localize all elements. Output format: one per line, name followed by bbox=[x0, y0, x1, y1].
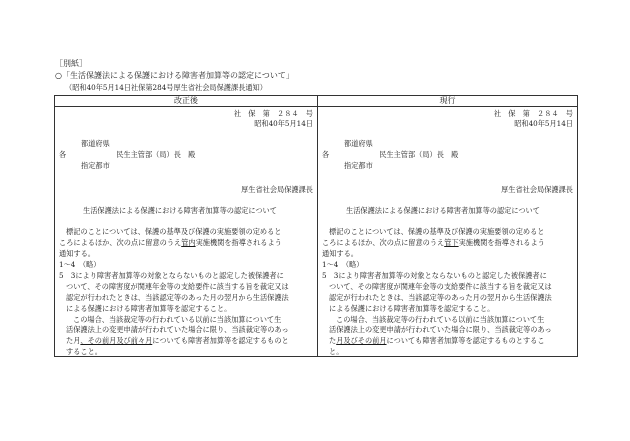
section-5-line: すること。 bbox=[66, 347, 102, 357]
sender: 厚生省社会局保護課長 bbox=[501, 185, 573, 194]
section-5-line: についても障害者加算等を認定するものとするこ bbox=[386, 336, 545, 346]
section-5-line: た bbox=[329, 336, 337, 346]
section-5-line: による保護における障害者加算等を認定すること。 bbox=[329, 303, 495, 313]
table-body-row bbox=[55, 107, 578, 357]
addressee-recipient: 民生主管部（局）長 殿 bbox=[116, 149, 196, 159]
paragraph-line: ころによるほか、次の点に留意のうえ bbox=[322, 237, 445, 247]
section-5-line: による保護における障害者加算等を認定すること。 bbox=[66, 303, 232, 313]
section-5-line: ついて、その障害度が関連年金等の支給要件に該当する旨を裁定又は bbox=[329, 281, 552, 291]
section-5-line: についても障害者加算等を認定するものと bbox=[152, 336, 289, 346]
section-5-line: 活保護法上の変更申請が行われていた場合に限り、当該裁定等のあっ bbox=[66, 325, 289, 335]
doc-number: 社 保 第 ２８４ 号 bbox=[493, 109, 573, 118]
section-5-line: この場合、当該裁定等の行われている以前に当該加算について生 bbox=[336, 314, 545, 324]
subject: 生活保護法による保護における障害者加算等の認定について bbox=[83, 206, 277, 215]
section-5-line: 認定が行われたときは、当該認定等のあった月の翌月から生活保護法 bbox=[329, 292, 552, 302]
paragraph-line: 通知する。 bbox=[59, 248, 95, 258]
heading-revised: 改正後 bbox=[55, 96, 318, 107]
paragraph-line: 通知する。 bbox=[322, 248, 358, 258]
addressee-block bbox=[59, 139, 217, 171]
amended-text: 月及びその前月 bbox=[336, 336, 387, 346]
paragraph-line: 実施機関を指導されるよう bbox=[195, 237, 282, 247]
doc-number: 社 保 第 ２８４ 号 bbox=[233, 109, 313, 118]
comparison-table bbox=[54, 95, 578, 357]
addressee-prefecture: 都道府県 bbox=[81, 139, 110, 148]
addressee-each: 各 bbox=[59, 149, 67, 159]
amended-text: 、その前月及び前々月 bbox=[80, 336, 153, 346]
paragraph-line: 実施機関を指導されるよう bbox=[458, 237, 545, 247]
addressee-recipient: 民生主管部（局）長 殿 bbox=[379, 149, 459, 159]
revised-column bbox=[55, 107, 318, 357]
body-text bbox=[59, 227, 313, 358]
section-omitted: 1～4 （略） bbox=[59, 259, 101, 269]
doc-date: 昭和40年5月14日 bbox=[254, 119, 313, 129]
section-5-line: この場合、当該裁定等の行われている以前に当該加算について生 bbox=[73, 314, 282, 324]
document-title: ○「生活保護法による保護における障害者加算等の認定について」 bbox=[55, 71, 294, 80]
addressee-block bbox=[322, 139, 480, 171]
amended-text: 管下 bbox=[444, 237, 459, 247]
section-5-line: 認定が行われたときは、当該認定等のあった月の翌月から生活保護法 bbox=[66, 292, 289, 302]
table-header-row bbox=[55, 96, 578, 107]
section-5-line: 活保護法上の変更申請が行われていた場合に限り、当該裁定等のあっ bbox=[329, 325, 552, 335]
paragraph-line: ころによるほか、次の点に留意のうえ bbox=[59, 237, 182, 247]
section-5-line: 5 3により障害者加算等の対象とならないものと認定した被保護者に bbox=[322, 270, 547, 280]
current-column bbox=[318, 107, 578, 357]
doc-date: 昭和40年5月14日 bbox=[514, 119, 573, 129]
addressee-prefecture: 都道府県 bbox=[344, 139, 373, 148]
addressee-city: 指定都市 bbox=[344, 160, 373, 170]
body-text bbox=[322, 227, 573, 358]
amended-text: 管内 bbox=[181, 237, 196, 247]
subject: 生活保護法による保護における障害者加算等の認定について bbox=[346, 206, 540, 215]
section-omitted: 1～4 （略） bbox=[322, 259, 364, 269]
addressee-city: 指定都市 bbox=[81, 160, 110, 170]
section-5-line: と。 bbox=[329, 347, 344, 357]
addressee-each: 各 bbox=[322, 149, 330, 159]
section-5-line: た月 bbox=[66, 336, 81, 346]
sender: 厚生省社会局保護課長 bbox=[241, 185, 313, 194]
attachment-label: ［別紙］ bbox=[55, 59, 87, 68]
heading-current: 現行 bbox=[318, 96, 578, 107]
paragraph-line: 標記のことについては、保護の基準及び保護の実施要領の定めると bbox=[66, 227, 282, 236]
paragraph-line: 標記のことについては、保護の基準及び保護の実施要領の定めると bbox=[329, 227, 545, 236]
section-5-line: ついて、その障害度が関連年金等の支給要件に該当する旨を裁定又は bbox=[66, 281, 289, 291]
section-5-line: 5 3により障害者加算等の対象とならないものと認定した被保護者に bbox=[59, 270, 284, 280]
document-reference: （昭和40年5月14日社保第284号厚生省社会局保護課長通知） bbox=[65, 83, 267, 92]
